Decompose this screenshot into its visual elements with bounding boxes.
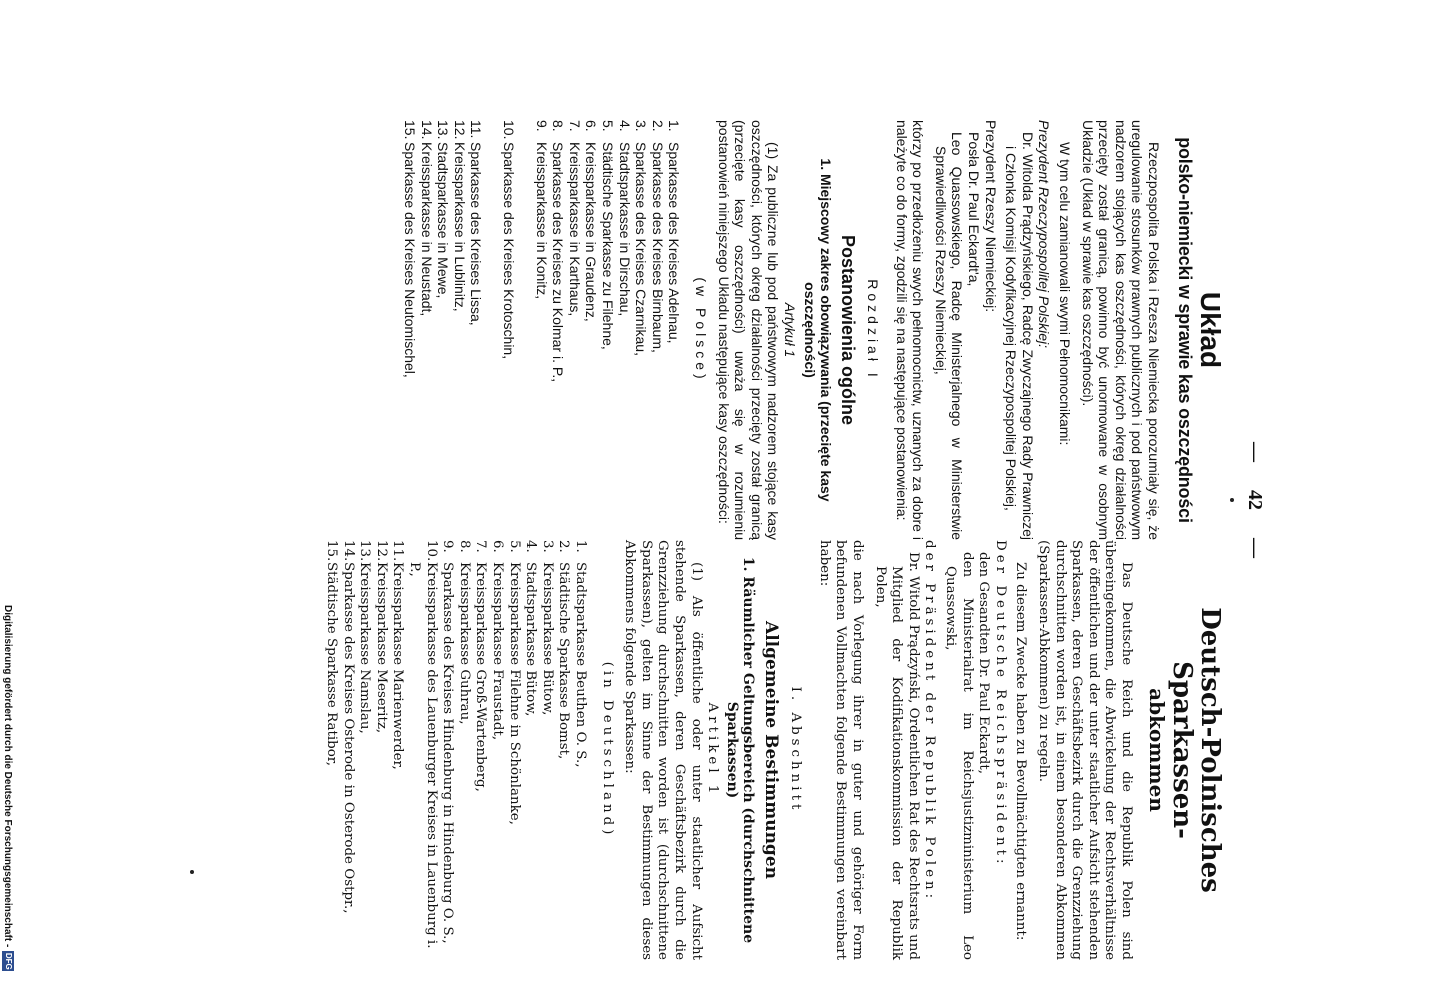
credit-line — [0, 0, 14, 1000]
polish-subtitle: polsko-niemiecki w sprawie kas oszczędności — [1175, 137, 1195, 523]
list-item: 12.Kreissparkasse Meseritz, — [373, 540, 389, 734]
polish-agreement: którzy po przedłożeniu swych pełnomocnictw, uznanych za dobre i należyte co do formy, zgodzili się na następujące postanowienia: — [893, 120, 927, 540]
list-item: 11.Sparkasse des Kreises Lissa, — [468, 120, 485, 326]
german-party1-body2: den Ministerialrat im Reichsjustizministerium Leo Quassowski, — [943, 552, 975, 960]
page-number: —42— — [1244, 442, 1266, 558]
list-item: 1.Stadtsparkasse Beuthen O. S., — [572, 540, 588, 768]
list-item: 4.Stadtsparkasse in Dirschau, — [616, 120, 633, 317]
list-item: 8.Kreissparkasse Guhrau, — [456, 540, 472, 725]
german-party-1 — [941, 540, 1007, 960]
list-item: 12.Kreissparkasse in Lublinitz, — [451, 120, 468, 312]
list-item: 2.Städtische Sparkasse Bomst, — [556, 540, 572, 760]
polish-party-2 — [932, 120, 998, 540]
german-subtitle: abkommen — [1145, 688, 1169, 812]
german-column — [309, 540, 1224, 960]
german-region: (in Deutschland) — [599, 661, 615, 839]
list-item: 1.Sparkasse des Kreises Adelnau, — [666, 120, 683, 344]
list-item: 3.Sparkasse des Kreises Czarnikau, — [633, 120, 650, 356]
dfg-logo-icon: DFG — [4, 952, 13, 970]
list-item: 10.Sparkasse des Kreises Krotoschin, — [501, 120, 517, 360]
list-item: 7.Kreissparkasse Groß-Wartenberg, — [473, 540, 489, 792]
list-item: 7.Kreissparkasse in Karthaus, — [566, 120, 583, 317]
german-intro: Das Deutsche Reich und die Republik Polen sind übereingekommen, die Abwickelung der Rechtsverhältnisse der öffentlichen und der unter staatlicher Aufsicht stehenden Sparkassen, deren Geschäftsbezirk durch die Grenzziehung durchschnitten worden ist, in einem besonderen Abkommen (Sparkassen-Abkommen) zu regeln. — [1036, 540, 1134, 960]
list-item: 5.Städtische Sparkasse zu Filehne, — [599, 120, 616, 350]
list-item: 6.Kreissparkasse in Graudenz, — [583, 120, 600, 322]
polish-title: Układ — [1195, 291, 1226, 369]
list-item: 10.Kreissparkasse des Lauenburger Kreises in Lauenburg i. P., — [407, 540, 439, 949]
german-chapter: Allgemeine Bestimmungen — [760, 621, 781, 879]
german-list — [322, 540, 588, 960]
polish-party2-head: Prezydent Rzeszy Niemieckiej: — [982, 120, 999, 313]
list-item: 2.Sparkasse des Kreises Birnbaum, — [649, 120, 666, 353]
polish-party-1 — [1003, 120, 1053, 540]
list-item: 4.Stadtsparkasse Bütow, — [523, 540, 539, 717]
list-item: 8.Sparkasse des Kreises zu Kolmar i. P., — [550, 120, 567, 383]
polish-plenipotentiaries: W tym celu zamianowali swymi Pełnomocnikami: — [1057, 142, 1074, 446]
list-item: 13.Stadtsparkasse in Mewe, — [435, 120, 452, 299]
list-item: 13.Kreissparkasse Namslau, — [357, 540, 373, 734]
list-item: 5.Kreissparkasse Filehne in Schönlanke, — [506, 540, 522, 825]
list-item: 14.Kreissparkasse in Neustadt, — [418, 120, 435, 317]
polish-column — [387, 120, 1224, 540]
polish-party1-head: Prezydent Rzeczypospolitej Polskiej: — [1036, 120, 1053, 348]
german-agreement: die nach Vorlegung ihrer in guter und gehöriger Form befundenen Vollmachten folgende Bestimmungen vereinbart haben: — [816, 540, 866, 960]
ink-dot — [190, 870, 194, 874]
polish-intro: Rzeczpospolita Polska i Rzesza Niemiecka porozumiały się, że uregulowanie stosunków prawnych publicznych i pod państwowym nadzorem stojących kas oszczędności, których okręg działalności przecięty został granicą, powinno być unormowane w osobnym Układzie (Układ w sprawie kas oszczędności). — [1079, 120, 1162, 540]
polish-party2-body1: Posła Dr. Paul Eckardt'a, — [966, 132, 983, 287]
polish-list — [401, 120, 682, 540]
german-section: I. Abschnitt — [788, 686, 804, 814]
german-party2-body: Dr. Witold Prądzyński, Ordentlichen Rat des Rechtsrats und Mitglied der Kodifikationskommission der Republik Polen, — [872, 552, 921, 960]
polish-article-text: (1) Za publiczne lub pod państwowym nadzorem stojące kasy oszczędności, których okręg działalności przecięty został granicą (przecięte kasy oszczędności) uważa się w rozumieniu postanowień niniejszego Układu następujące kasy oszczędności: — [715, 120, 782, 540]
german-party1-head: Der Deutsche Reichspräsident: — [992, 540, 1008, 868]
polish-article: Artykuł 1 — [781, 302, 798, 358]
german-subchapter: 1. Räumlicher Geltungsbereich (durchschnittene Sparkassen) — [724, 556, 757, 944]
polish-party2-body2: Leo Quassowskiego, Radcę Ministerjalnego w Ministerstwie Sprawiedliwości Rzeszy Niemieckiej, — [932, 132, 966, 540]
list-item: 3.Kreissparkasse Bütow, — [539, 540, 555, 716]
german-article-text: (1) Als öffentliche oder unter staatlicher Aufsicht stehende Sparkassen, deren Geschäftsbezirk durch die Grenzziehung durchschnitten worden ist (durchschnittene Sparkassen), gelten im Sinne der Bestimmungen dieses Abkommens folgende Sparkassen: — [622, 540, 704, 960]
polish-subchapter: 1. Miejscowy zakres obowiązywania (przecięte kasy oszczędności) — [801, 158, 834, 502]
german-plenipotentiaries: Zu diesem Zwecke haben zu Bevollmächtigten ernannt: — [1013, 562, 1029, 941]
german-article: Artikel 1 — [705, 702, 721, 798]
list-item: 9.Sparkasse des Kreises Hindenburg in Hindenburg O. S., — [440, 540, 456, 944]
list-item: 11.Kreissparkasse Marienwerder, — [390, 540, 406, 770]
polish-chapter: Postanowienia ogólne — [838, 234, 859, 426]
credit-text: Digitalisierung gefördert durch die Deutsche Forschungsgemeinschaft - — [2, 605, 14, 948]
polish-section: Rozdział I — [865, 279, 882, 381]
list-item: 6.Kreissparkasse Fraustadt, — [490, 540, 505, 741]
german-party2-head: der Präsident der Republik Polen: — [922, 540, 938, 903]
list-item: 14.Sparkasse des Kreises Osterode in Osterode Ostpr., — [340, 540, 356, 914]
polish-region: (w Polsce) — [692, 277, 709, 383]
german-party1-body1: den Gesandten Dr. Paul Eckardt, — [976, 552, 992, 774]
list-item: 15.Sparkasse des Kreises Neutomischel, — [402, 120, 419, 378]
polish-party1-body: Dr. Witolda Prądzyńskiego, Radcę Zwyczajnego Rady Prawniczej i Członka Komisji Kodyfikacyjnej Rzeczypospolitej Polskiej, — [1003, 132, 1036, 540]
list-item: 15.Städtische Sparkasse Ratibor, — [324, 540, 340, 766]
german-party-2 — [871, 540, 937, 960]
german-title: Deutsch-Polnisches Sparkassen- — [1167, 607, 1225, 893]
list-item: 9.Kreissparkasse in Konitz, — [533, 120, 550, 300]
ink-dot — [1230, 498, 1234, 502]
